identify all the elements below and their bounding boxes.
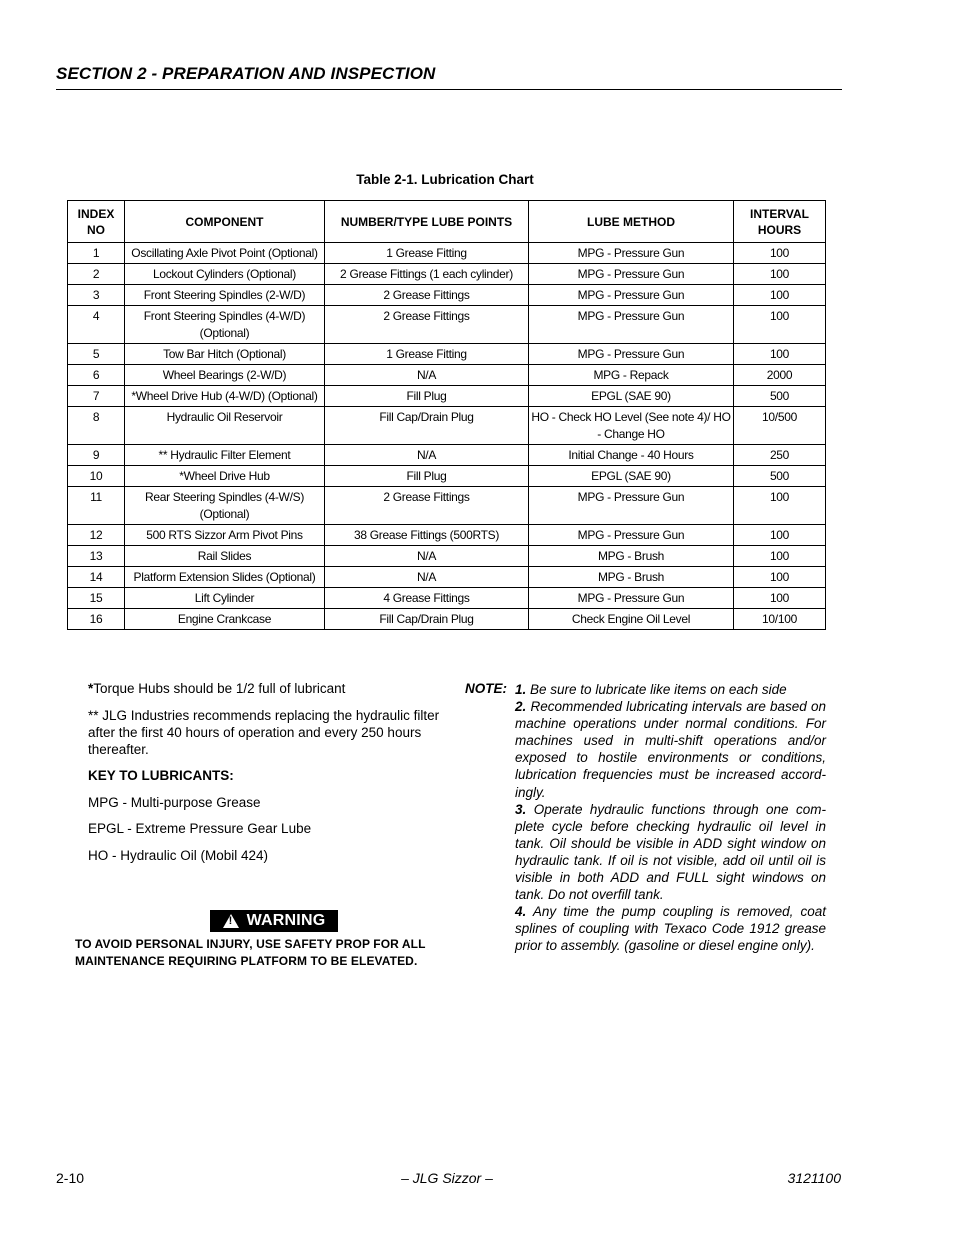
table-row (68, 567, 826, 588)
table-row (68, 264, 826, 285)
cell-interval: 100 (734, 546, 826, 567)
note-item (515, 903, 826, 954)
page-number: 2-10 (56, 1170, 85, 1186)
cell-lube-points: N/A (325, 546, 529, 567)
cell-lube-points: 2 Grease Fittings (325, 285, 529, 306)
table-row (68, 243, 826, 264)
cell-lube-points: 4 Grease Fittings (325, 588, 529, 609)
column-header-lube-points: NUMBER/TYPE LUBE POINTS (325, 201, 529, 243)
key-item-mpg: MPG - Multi-purpose Grease (88, 794, 261, 810)
cell-interval: 10/500 (734, 407, 826, 445)
cell-interval: 100 (734, 525, 826, 546)
note-item (515, 698, 826, 801)
cell-component: Hydraulic Oil Reservoir (125, 407, 325, 445)
lubrication-table (67, 200, 826, 630)
table-caption: Table 2-1. Lubrication Chart (356, 172, 534, 187)
column-header-lube-method: LUBE METHOD (529, 201, 734, 243)
cell-component: Platform Extension Slides (Optional) (125, 567, 325, 588)
cell-lube-method: Initial Change - 40 Hours (529, 445, 734, 466)
cell-lube-method: MPG - Pressure Gun (529, 306, 734, 344)
cell-interval: 500 (734, 466, 826, 487)
torque-hubs-note (88, 680, 440, 697)
cell-lube-method: MPG - Brush (529, 546, 734, 567)
column-header-component: COMPONENT (125, 201, 325, 243)
table-row (68, 546, 826, 567)
table-row (68, 445, 826, 466)
cell-lube-method: EPGL (SAE 90) (529, 386, 734, 407)
cell-index: 13 (68, 546, 125, 567)
note-item (515, 681, 826, 698)
cell-lube-points: 38 Grease Fittings (500RTS) (325, 525, 529, 546)
cell-component: *Wheel Drive Hub (125, 466, 325, 487)
cell-component: Lockout Cylinders (Optional) (125, 264, 325, 285)
cell-lube-method: MPG - Brush (529, 567, 734, 588)
cell-lube-points: 2 Grease Fittings (1 each cylinder) (325, 264, 529, 285)
cell-component: Rail Slides (125, 546, 325, 567)
cell-lube-points: 1 Grease Fitting (325, 243, 529, 264)
doc-title: – JLG Sizzor – (401, 1170, 493, 1186)
cell-lube-points: Fill Plug (325, 386, 529, 407)
cell-interval: 2000 (734, 365, 826, 386)
cell-index: 12 (68, 525, 125, 546)
table-row (68, 609, 826, 630)
cell-component: Wheel Bearings (2-W/D) (125, 365, 325, 386)
exclamation-icon: ! (228, 915, 233, 927)
cell-index: 15 (68, 588, 125, 609)
note-number: 2. (515, 699, 527, 715)
cell-index: 10 (68, 466, 125, 487)
note-label: NOTE: (465, 681, 507, 696)
key-to-lubricants-title: KEY TO LUBRICANTS: (88, 768, 234, 783)
cell-index: 2 (68, 264, 125, 285)
cell-interval: 100 (734, 567, 826, 588)
table-header-row (68, 201, 826, 243)
cell-lube-method: HO - Check HO Level (See note 4)/ HO - Change HO (529, 407, 734, 445)
cell-component: ** Hydraulic Filter Element (125, 445, 325, 466)
cell-lube-method: MPG - Pressure Gun (529, 243, 734, 264)
cell-lube-points: N/A (325, 567, 529, 588)
warning-label: WARNING (246, 912, 326, 929)
cell-lube-points: 2 Grease Fittings (325, 487, 529, 525)
cell-index: 5 (68, 344, 125, 365)
cell-lube-points: Fill Cap/Drain Plug (325, 407, 529, 445)
cell-index: 6 (68, 365, 125, 386)
cell-interval: 100 (734, 285, 826, 306)
cell-lube-method: MPG - Pressure Gun (529, 525, 734, 546)
note-item (515, 801, 826, 904)
cell-index: 11 (68, 487, 125, 525)
cell-component: Front Steering Spindles (2-W/D) (125, 285, 325, 306)
column-header-interval: INTERVAL HOURS (734, 201, 826, 243)
cell-index: 7 (68, 386, 125, 407)
cell-lube-points: Fill Cap/Drain Plug (325, 609, 529, 630)
notes-list (515, 681, 826, 955)
note-text: Recommended lubricating intervals are based on machine operations under normal conditions. For machines used in multi-shift operations and/or exposed to hostile environments or conditions, lubrication frequencies must be increased accord-ingly. (515, 699, 826, 800)
table-row (68, 365, 826, 386)
header-rule (56, 89, 842, 90)
cell-lube-points: 1 Grease Fitting (325, 344, 529, 365)
cell-lube-method: EPGL (SAE 90) (529, 466, 734, 487)
column-header-index: INDEX NO (68, 201, 125, 243)
table-row (68, 407, 826, 445)
cell-index: 3 (68, 285, 125, 306)
key-item-epgl: EPGL - Extreme Pressure Gear Lube (88, 821, 312, 836)
cell-lube-points: Fill Plug (325, 466, 529, 487)
asterisk-mark: * (88, 681, 94, 696)
cell-component: Oscillating Axle Pivot Point (Optional) (125, 243, 325, 264)
cell-component: Tow Bar Hitch (Optional) (125, 344, 325, 365)
cell-lube-points: N/A (325, 365, 529, 386)
cell-interval: 250 (734, 445, 826, 466)
cell-lube-method: MPG - Pressure Gun (529, 264, 734, 285)
section-title: SECTION 2 - PREPARATION AND INSPECTION (56, 64, 436, 83)
note-text: Operate hydraulic functions through one com-plete cycle before checking hydraulic oil level in tank. Oil should be visible in ADD sight window on hydraulic tank. If oil is not visible, add oil until oil is visible in both ADD and FULL sight windows on tank. Do not overfill tank. (515, 801, 826, 903)
cell-index: 1 (68, 243, 125, 264)
cell-interval: 500 (734, 386, 826, 407)
cell-index: 8 (68, 407, 125, 445)
cell-lube-method: MPG - Pressure Gun (529, 344, 734, 365)
cell-index: 16 (68, 609, 125, 630)
cell-component: 500 RTS Sizzor Arm Pivot Pins (125, 525, 325, 546)
table-row (68, 306, 826, 344)
table-row (68, 285, 826, 306)
table-row (68, 525, 826, 546)
cell-interval: 100 (734, 243, 826, 264)
note-number: 3. (515, 801, 527, 817)
cell-component: *Wheel Drive Hub (4-W/D) (Optional) (125, 386, 325, 407)
cell-index: 9 (68, 445, 125, 466)
filter-note: ** JLG Industries recommends replacing the hydraulic filter after the first 40 hours of operation and every 250 hours thereafter. (88, 707, 440, 757)
note-number: 1. (515, 682, 527, 697)
cell-index: 4 (68, 306, 125, 344)
cell-lube-method: MPG - Pressure Gun (529, 487, 734, 525)
table-row (68, 588, 826, 609)
table-row (68, 386, 826, 407)
cell-lube-method: Check Engine Oil Level (529, 609, 734, 630)
table-row (68, 487, 826, 525)
cell-lube-points: N/A (325, 445, 529, 466)
cell-component: Front Steering Spindles (4-W/D) (Optional) (125, 306, 325, 344)
cell-component: Rear Steering Spindles (4-W/S) (Optional) (125, 487, 325, 525)
warning-text: TO AVOID PERSONAL INJURY, USE SAFETY PROP FOR ALL MAINTENANCE REQUIRING PLATFORM TO BE ELEVATED. (75, 937, 426, 968)
note-number: 4. (515, 904, 527, 920)
doc-number: 3121100 (787, 1170, 841, 1186)
cell-interval: 100 (734, 306, 826, 344)
cell-lube-method: MPG - Repack (529, 365, 734, 386)
warning-banner (210, 910, 338, 932)
cell-interval: 100 (734, 344, 826, 365)
table-row (68, 466, 826, 487)
key-item-ho: HO - Hydraulic Oil (Mobil 424) (88, 847, 269, 863)
cell-component: Lift Cylinder (125, 588, 325, 609)
cell-lube-points: 2 Grease Fittings (325, 306, 529, 344)
cell-lube-method: MPG - Pressure Gun (529, 285, 734, 306)
cell-component: Engine Crankcase (125, 609, 325, 630)
footnotes (88, 680, 440, 873)
cell-interval: 100 (734, 264, 826, 285)
note-text: Be sure to lubricate like items on each side (530, 682, 787, 697)
cell-interval: 100 (734, 588, 826, 609)
note-text: Any time the pump coupling is removed, coat splines of coupling with Texaco Code 1912 grease prior to assembly. (gasoline or diesel engine only). (515, 904, 827, 954)
warning-triangle-icon (223, 914, 239, 928)
torque-hubs-text: Torque Hubs should be 1/2 full of lubricant (93, 681, 346, 696)
cell-index: 14 (68, 567, 125, 588)
cell-interval: 10/100 (734, 609, 826, 630)
cell-interval: 100 (734, 487, 826, 525)
cell-lube-method: MPG - Pressure Gun (529, 588, 734, 609)
table-row (68, 344, 826, 365)
